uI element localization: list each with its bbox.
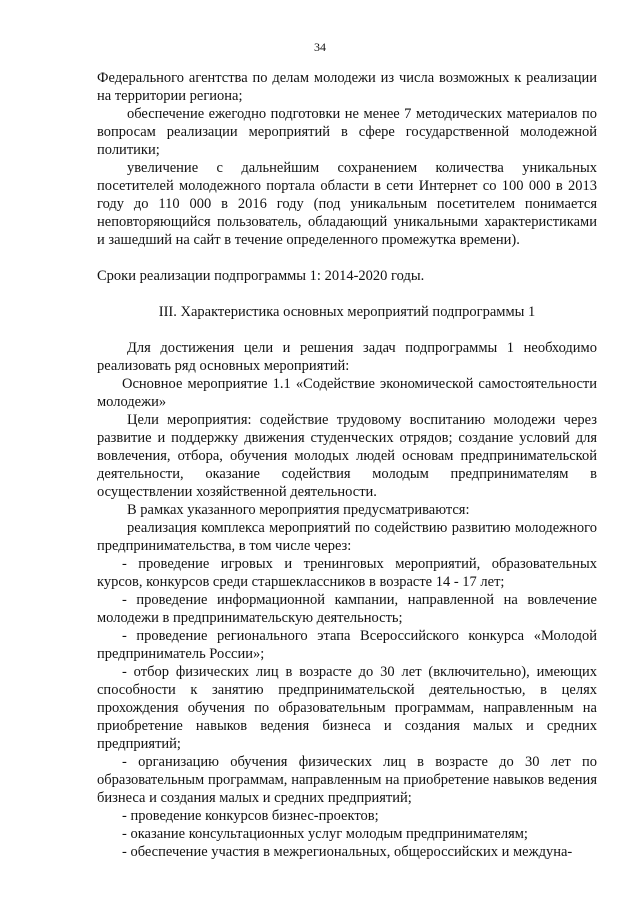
paragraph-complex-implementation: реализация комплекса мероприятий по содействию развитию молодежного предпринимательства, в том числе через: bbox=[97, 520, 597, 554]
document-body bbox=[97, 69, 597, 861]
paragraph-framework: В рамках указанного мероприятия предусматриваются: bbox=[127, 502, 470, 518]
paragraph-implementation-period: Сроки реализации подпрограммы 1: 2014-2020 годы. bbox=[97, 268, 425, 284]
list-item: - отбор физических лиц в возрасте до 30 лет (включительно), имеющих способности к занятию предпринимательской деятельностью, в целях прохождения обучения по образовательным программам, направленным на приобретение навыков ведения бизнеса и создания малых и средних предприятий; bbox=[97, 664, 597, 752]
list-item: - проведение игровых и тренинговых мероприятий, образовательных курсов, конкурсов среди старшеклассников в возрасте 14 - 17 лет; bbox=[97, 556, 597, 590]
list-item: - проведение информационной кампании, направленной на вовлечение молодежи в предпринимательскую деятельность; bbox=[97, 592, 597, 626]
paragraph-activity-goals: Цели мероприятия: содействие трудовому воспитанию молодежи через развитие и поддержку движения студенческих отрядов; создание условий для вовлечения, отбора, обучения молодых людей основам предпринимательской деятельности, оказание содействия молодым предпринимателям в осуществлении хозяйственной деятельности. bbox=[97, 412, 597, 500]
list-item: - проведение конкурсов бизнес-проектов; bbox=[122, 808, 379, 824]
section-heading: III. Характеристика основных мероприятий подпрограммы 1 bbox=[158, 304, 536, 320]
paragraph-continuation: Федерального агентства по делам молодежи из числа возможных к реализации на территории региона; bbox=[97, 70, 597, 104]
page-number: 34 bbox=[314, 40, 326, 54]
list-item: - обеспечение участия в межрегиональных, общероссийских и междуна- bbox=[122, 844, 573, 860]
paragraph-portal-visitors: увеличение с дальнейшим сохранением количества уникальных посетителей молодежного портала области в сети Интернет со 100 000 в 2013 году до 110 000 в 2016 году (под уникальным посетителем понимается неповторяющийся пользователь, обладающий уникальными характеристиками и зашедший на сайт в течение определенного промежутка времени). bbox=[97, 160, 597, 248]
list-item: - оказание консультационных услуг молодым предпринимателям; bbox=[122, 826, 528, 842]
paragraph-goal-intro: Для достижения цели и решения задач подпрограммы 1 необходимо реализовать ряд основных мероприятий: bbox=[97, 340, 597, 374]
paragraph-main-activity: Основное мероприятие 1.1 «Содействие экономической самостоятельности молодежи» bbox=[97, 376, 597, 410]
paragraph-methodical-materials: обеспечение ежегодно подготовки не менее 7 методических материалов по вопросам реализации мероприятий в сфере государственной молодежной политики; bbox=[97, 106, 597, 158]
list-item: - организацию обучения физических лиц в возрасте до 30 лет по образовательным программам, направленным на приобретение навыков ведения бизнеса и создания малых и средних предприятий; bbox=[97, 754, 597, 806]
list-item: - проведение регионального этапа Всероссийского конкурса «Молодой предприниматель России»; bbox=[97, 628, 597, 662]
